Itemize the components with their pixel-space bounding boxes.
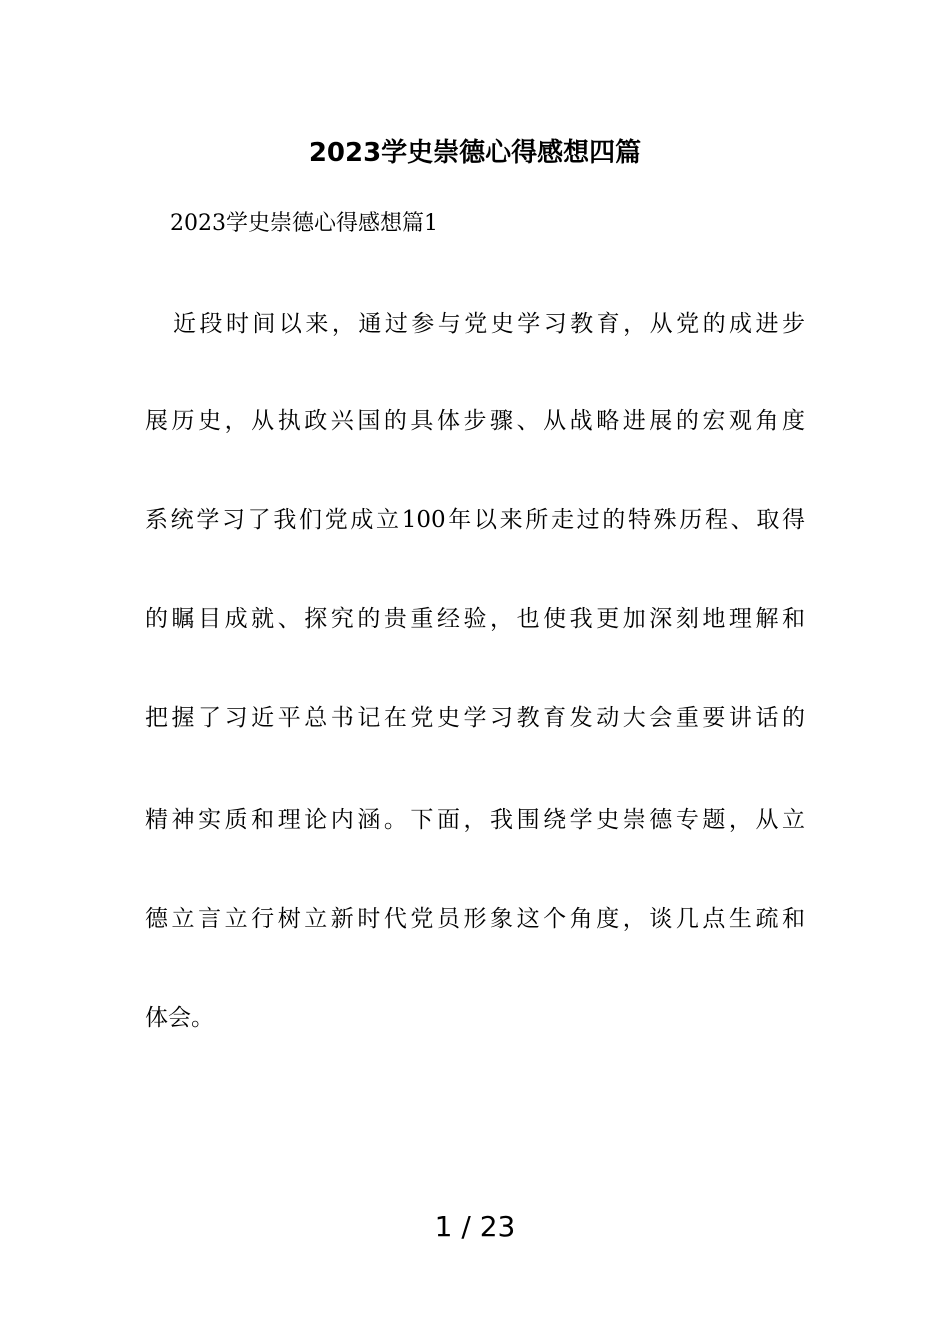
paragraph-line: 展历史，从执政兴国的具体步骤、从战略进展的宏观角度 [145, 408, 805, 434]
document-title: 2023学史崇德心得感想四篇 [308, 138, 642, 168]
paragraph-line: 系统学习了我们党成立100年以来所走过的特殊历程、取得 [145, 507, 805, 533]
paragraph-line: 把握了习近平总书记在党史学习教育发动大会重要讲话的 [145, 705, 805, 731]
section-heading: 2023学史崇德心得感想篇1 [170, 211, 438, 236]
page-current: 1 [434, 1210, 453, 1243]
paragraph-line: 的瞩目成就、探究的贵重经验，也使我更加深刻地理解和 [145, 606, 805, 632]
page-total: 23 [479, 1210, 516, 1243]
paragraph-line: 精神实质和理论内涵。下面，我围绕学史崇德专题，从立 [145, 807, 805, 833]
paragraph-line: 德立言立行树立新时代党员形象这个角度，谈几点生疏和 [145, 906, 805, 932]
page-number [0, 1207, 950, 1247]
paragraph-line: 近段时间以来，通过参与党史学习教育，从党的成进步 [173, 311, 805, 337]
page-separator: / [461, 1210, 471, 1243]
paragraph-line: 体会。 [145, 1005, 214, 1031]
